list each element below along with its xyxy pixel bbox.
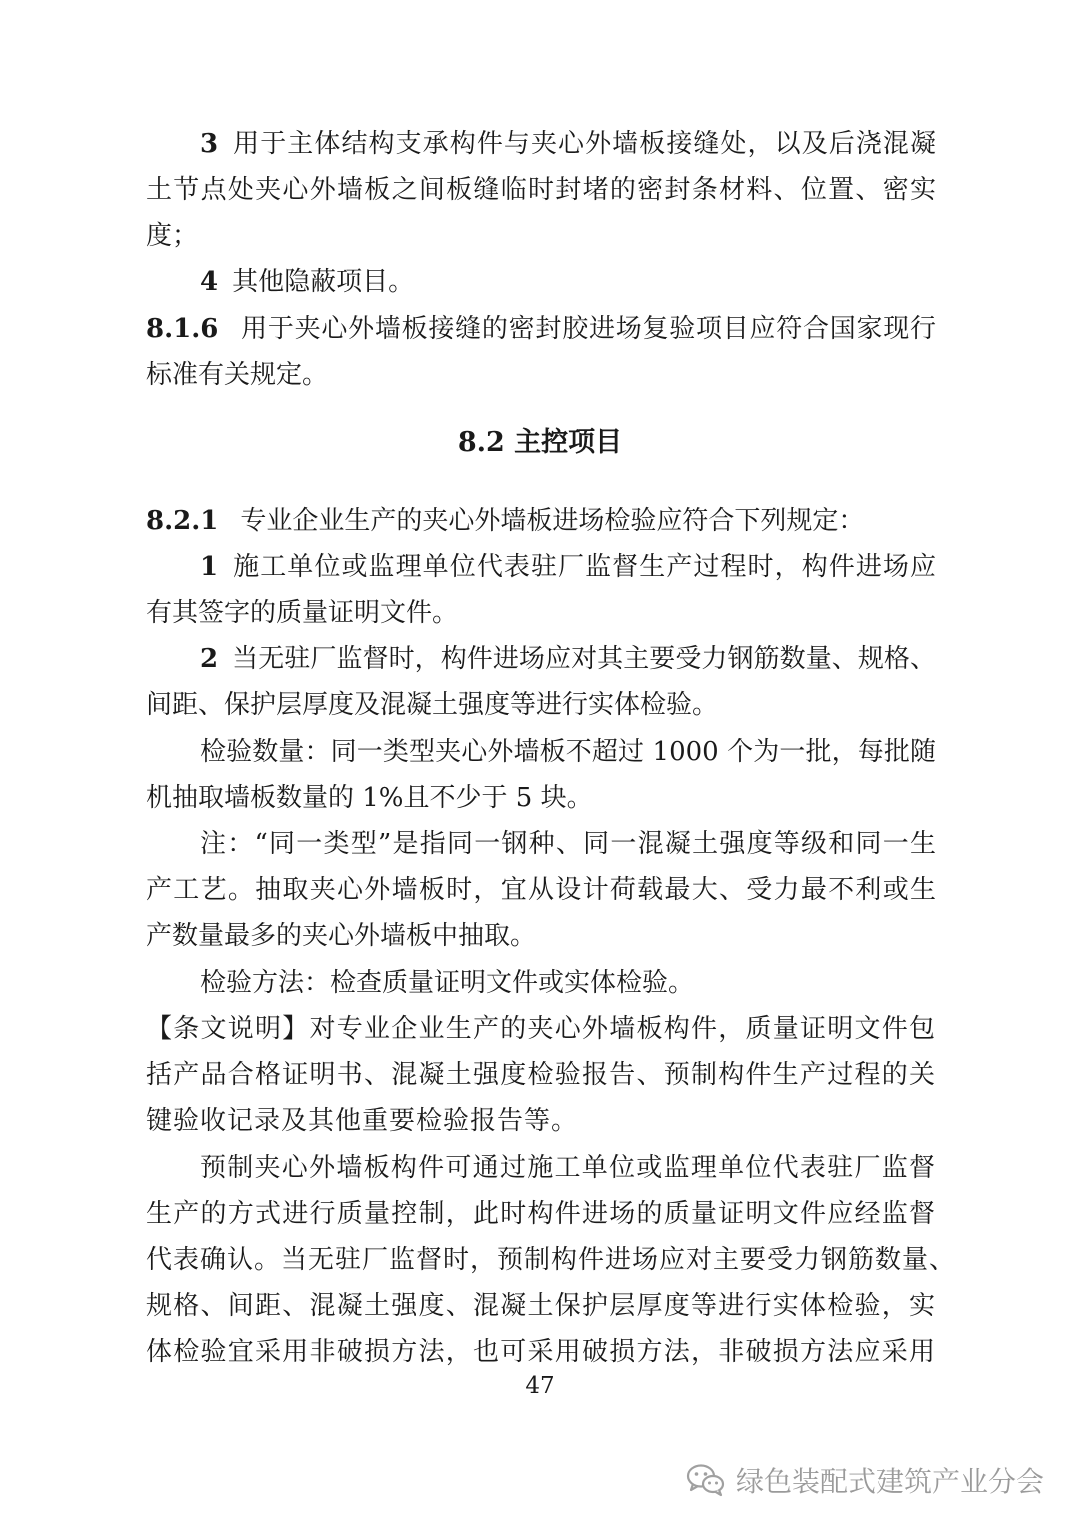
text-line: 土节点处夹心外墙板之间板缝临时封堵的密封条材料、位置、密实 xyxy=(146,175,936,205)
text-line xyxy=(200,636,936,682)
text-line: 度； xyxy=(146,221,199,251)
watermark xyxy=(686,1458,1044,1502)
text-line: 机抽取墙板数量的 1%且不少于 5 块。 xyxy=(146,783,593,813)
explanation-line: 规格、间距、混凝土强度、混凝土保护层厚度等进行实体检验，实 xyxy=(146,1291,936,1321)
text-line: 间距、保护层厚度及混凝土强度等进行实体检验。 xyxy=(146,690,719,720)
item-text: 施工单位或监理单位代表驻厂监督生产过程时，构件进场应 xyxy=(232,552,936,582)
explanation-line: 生产的方式进行质量控制，此时构件进场的质量证明文件应经监督 xyxy=(146,1199,936,1229)
text-line xyxy=(200,544,936,590)
item-text: 用于主体结构支承构件与夹心外墙板接缝处，以及后浇混凝 xyxy=(232,129,936,159)
text-line: 检验方法：检查质量证明文件或实体检验。 xyxy=(200,968,695,998)
item-text: 其他隐蔽项目。 xyxy=(232,267,415,297)
item-text: 当无驻厂监督时，构件进场应对其主要受力钢筋数量、规格、 xyxy=(232,644,936,674)
clause-text: 专业企业生产的夹心外墙板进场检验应符合下列规定： xyxy=(240,506,865,536)
section-heading: 8.2 主控项目 xyxy=(457,427,623,458)
clause-number: 8.2.1 xyxy=(146,506,219,536)
note-line: 产数量最多的夹心外墙板中抽取。 xyxy=(146,921,537,951)
text-line: 有其签字的质量证明文件。 xyxy=(146,598,459,628)
item-number: 1 xyxy=(200,552,219,582)
item-number: 3 xyxy=(200,129,219,159)
text-line: 标准有关规定。 xyxy=(146,360,329,390)
text-line xyxy=(200,259,936,305)
clause-line xyxy=(146,306,936,352)
explanation-line: 代表确认。当无驻厂监督时，预制构件进场应对主要受力钢筋数量、 xyxy=(146,1245,957,1275)
page-number: 47 xyxy=(525,1373,555,1399)
text-line: 检验数量：同一类型夹心外墙板不超过 1000 个为一批，每批随 xyxy=(200,737,936,767)
text-line xyxy=(200,121,936,167)
explanation-line: 【条文说明】对专业企业生产的夹心外墙板构件，质量证明文件包 xyxy=(146,1014,936,1044)
explanation-line: 体检验宜采用非破损方法，也可采用破损方法，非破损方法应采用 xyxy=(146,1337,936,1367)
clause-number: 8.1.6 xyxy=(146,314,219,344)
explanation-line: 预制夹心外墙板构件可通过施工单位或监理单位代表驻厂监督 xyxy=(200,1153,936,1183)
wechat-icon xyxy=(686,1463,726,1497)
item-number: 4 xyxy=(200,267,219,297)
clause-line xyxy=(146,498,936,544)
note-line: 注：“同一类型”是指同一钢种、同一混凝土强度等级和同一生 xyxy=(200,829,936,859)
explanation-line: 键验收记录及其他重要检验报告等。 xyxy=(146,1106,579,1136)
clause-text: 用于夹心外墙板接缝的密封胶进场复验项目应符合国家现行 xyxy=(240,314,936,344)
explanation-line: 括产品合格证明书、混凝土强度检验报告、预制构件生产过程的关 xyxy=(146,1060,936,1090)
note-line: 产工艺。抽取夹心外墙板时，宜从设计荷载最大、受力最不利或生 xyxy=(146,875,936,905)
item-number: 2 xyxy=(200,644,219,674)
watermark-text: 绿色装配式建筑产业分会 xyxy=(735,1465,1044,1498)
